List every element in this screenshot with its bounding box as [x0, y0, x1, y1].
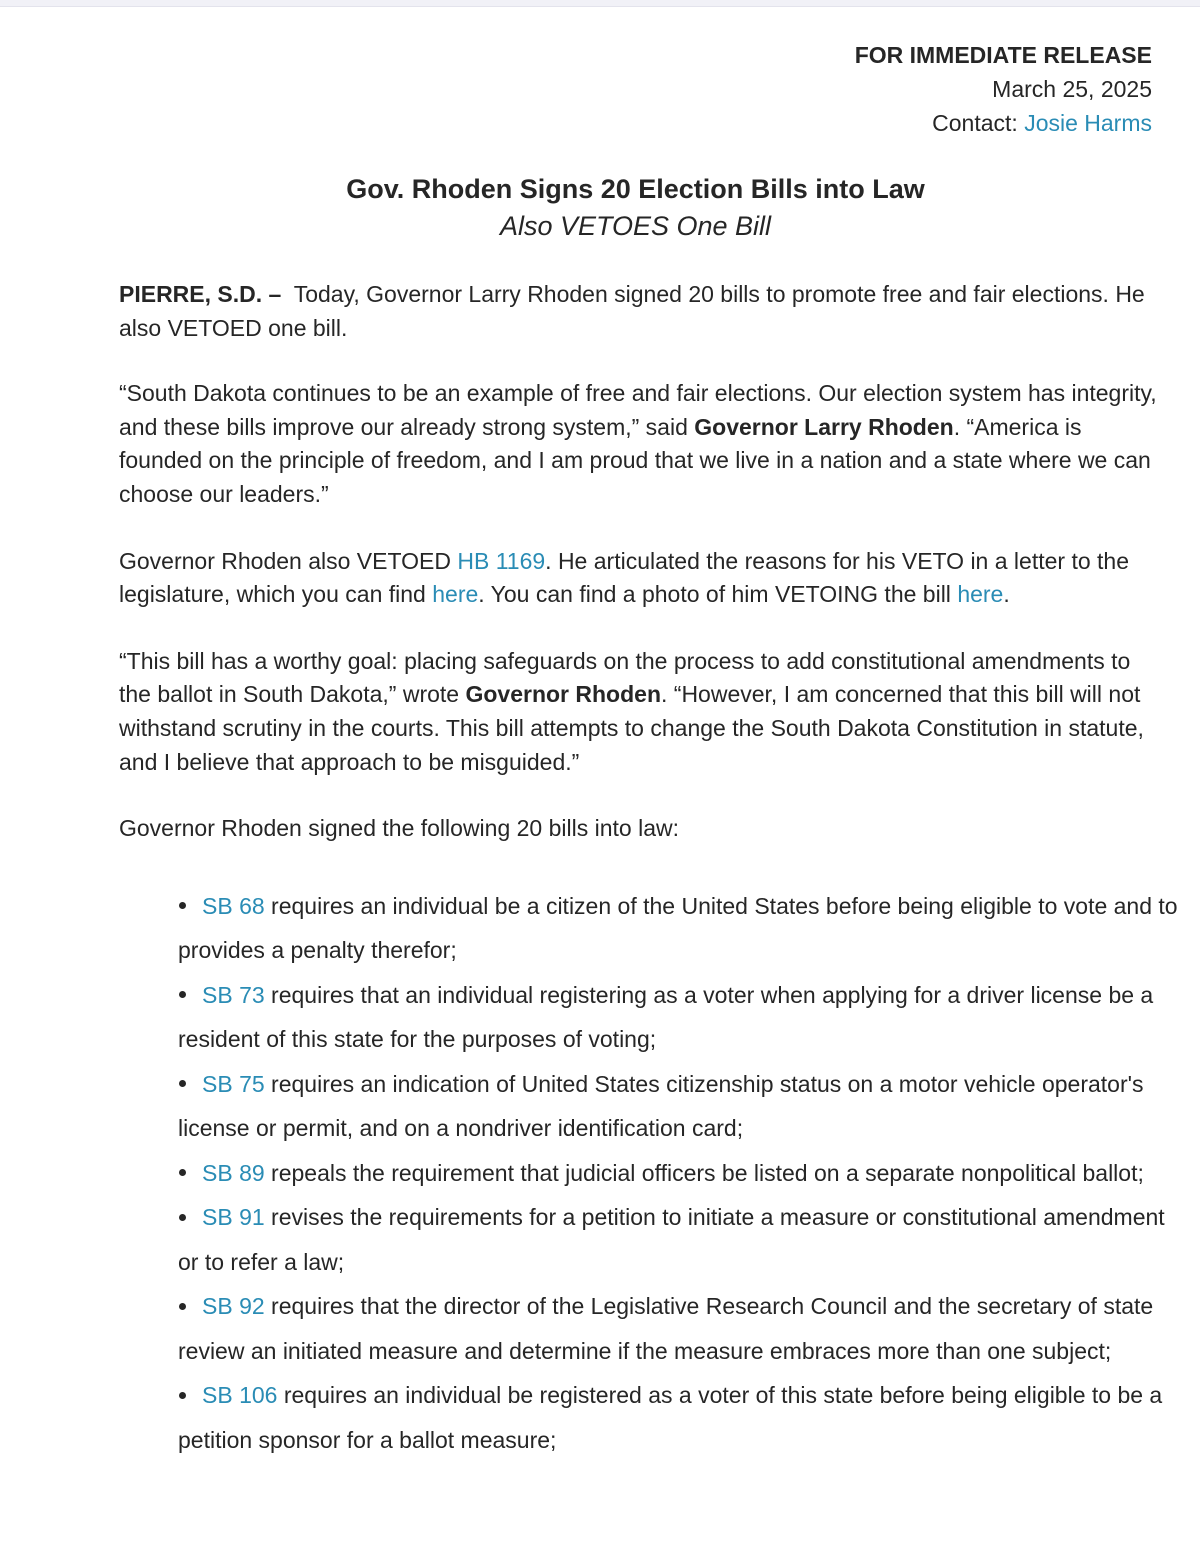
bill-list-item	[178, 1373, 1178, 1462]
quote2-speaker: Governor Rhoden	[465, 681, 661, 708]
bill-list-item	[178, 884, 1178, 973]
bill-list-item	[178, 1062, 1178, 1151]
bill-link[interactable]: SB 75	[202, 1070, 265, 1097]
bill-link[interactable]: SB 106	[202, 1382, 278, 1409]
bill-link[interactable]: SB 92	[202, 1293, 265, 1320]
intro-paragraph	[119, 278, 1159, 345]
intro-text: Today, Governor Larry Rhoden signed 20 bills to promote free and fair elections. He also VETOED one bill.	[119, 281, 1152, 341]
bill-link[interactable]: SB 68	[202, 892, 265, 919]
contact-prefix: Contact:	[932, 110, 1025, 136]
bullet-icon	[178, 1195, 202, 1240]
bill-list-item	[178, 973, 1178, 1062]
veto-photo-link[interactable]: here	[957, 581, 1004, 608]
bill-description: requires an individual be a citizen of the United States before being eligible to vote and to provides a penalty therefor;	[178, 892, 1178, 964]
veto-text-a: Governor Rhoden also VETOED	[119, 547, 458, 574]
contact-line	[855, 106, 1152, 140]
veto-text-b: . He articulated the reasons for his VETO in a letter to the legislature, which you can find	[119, 547, 1129, 608]
bill-link[interactable]: SB 91	[202, 1204, 265, 1231]
veto-paragraph	[119, 545, 1159, 612]
bill-description: requires an individual be registered as a voter of this state before being eligible to be a petition sponsor for a ballot measure;	[178, 1382, 1163, 1453]
title-block	[0, 171, 1200, 245]
bill-list-item	[178, 1284, 1178, 1373]
bullet-icon	[178, 1373, 202, 1418]
quote-paragraph-1	[119, 377, 1159, 511]
dateline: PIERRE, S.D. –	[119, 281, 282, 307]
bullet-icon	[178, 973, 202, 1018]
quote2-text-a: “This bill has a worthy goal: placing safeguards on the process to add constitutional amendments to the ballot in South Dakota,” wrote	[119, 647, 1131, 708]
bill-list-item	[178, 1151, 1178, 1196]
veto-text-d: .	[1003, 581, 1010, 608]
bill-list	[119, 884, 1178, 1463]
quote2-text-b: . “However, I am concerned that this bill will not withstand scrutiny in the courts. This bill attempts to change the South Dakota Constitution in statute, and I believe that approach to be misguided.”	[119, 681, 1144, 775]
quote-paragraph-2	[119, 645, 1159, 779]
bullet-icon	[178, 1062, 202, 1107]
quote1-text-a: “South Dakota continues to be an example of free and fair elections. Our election system has integrity, and these bills improve our already strong system,” said	[119, 380, 1157, 440]
release-label: FOR IMMEDIATE RELEASE	[854, 42, 1152, 68]
bullet-icon	[178, 1151, 202, 1196]
bullet-icon	[178, 1284, 202, 1329]
bullet-icon	[178, 884, 202, 929]
hb-1169-link[interactable]: HB 1169	[457, 547, 546, 574]
signed-bills-intro: Governor Rhoden signed the following 20 bills into law:	[119, 815, 679, 842]
veto-letter-link[interactable]: here	[432, 581, 479, 608]
release-date: March 25, 2025	[992, 76, 1152, 102]
headline: Gov. Rhoden Signs 20 Election Bills into Law	[346, 174, 925, 204]
release-header	[855, 38, 1152, 140]
bill-list-item	[178, 1195, 1178, 1284]
bill-description: repeals the requirement that judicial officers be listed on a separate nonpolitical ballot;	[264, 1159, 1144, 1186]
bill-description: requires that the director of the Legislative Research Council and the secretary of state review an initiated measure and determine if the measure embraces more than one subject;	[178, 1293, 1154, 1364]
quote1-text-b: . “America is founded on the principle of freedom, and I am proud that we live in a nation and a state where we can choose our leaders.”	[119, 413, 1151, 507]
bill-description: requires an indication of United States citizenship status on a motor vehicle operator's license or permit, and on a nondriver identification card;	[178, 1070, 1144, 1142]
bill-description: revises the requirements for a petition to initiate a measure or constitutional amendment or to refer a law;	[178, 1204, 1165, 1275]
veto-text-c: . You can find a photo of him VETOING the bill	[478, 581, 958, 608]
release-body	[119, 278, 1178, 1462]
contact-link[interactable]: Josie Harms	[1024, 110, 1152, 136]
bill-description: requires that an individual registering as a voter when applying for a driver license be a resident of this state for the purposes of voting;	[178, 981, 1154, 1053]
subhead: Also VETOES One Bill	[499, 211, 772, 241]
bill-link[interactable]: SB 73	[202, 981, 265, 1008]
quote1-speaker: Governor Larry Rhoden	[694, 413, 954, 440]
bill-link[interactable]: SB 89	[202, 1159, 265, 1186]
